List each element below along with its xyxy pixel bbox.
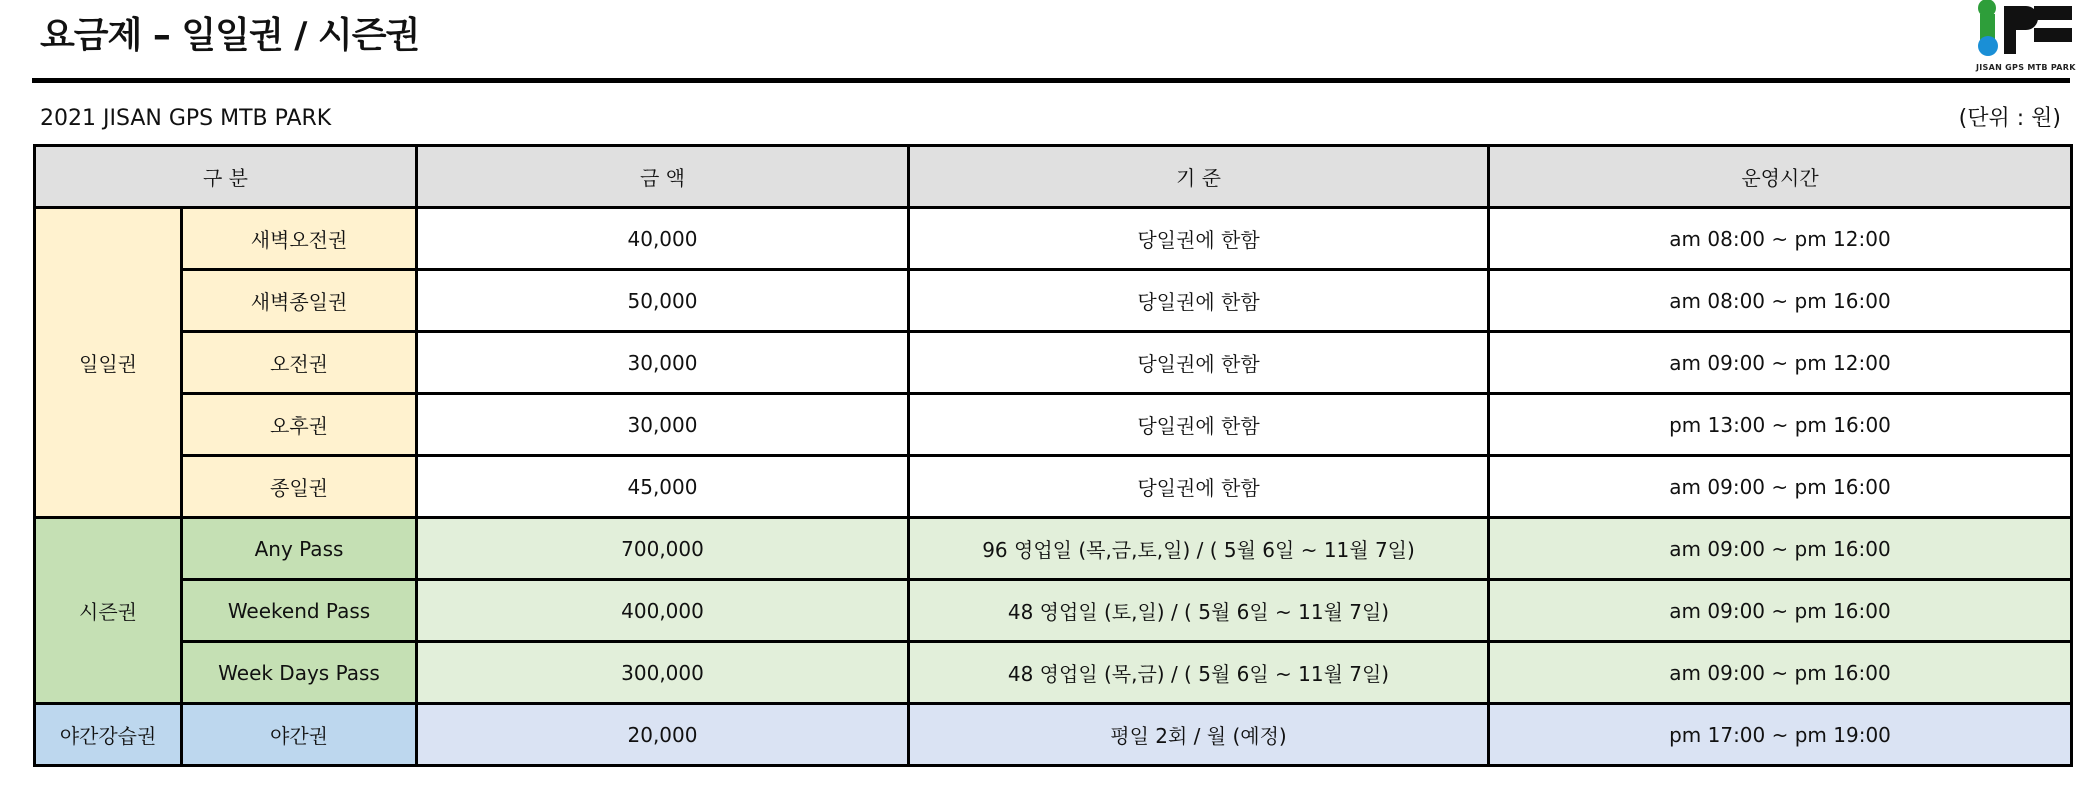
ticket-name: 오전권 xyxy=(182,332,417,394)
ticket-name: Weekend Pass xyxy=(182,580,417,642)
group-label-night: 야간강습권 xyxy=(35,704,182,766)
ticket-condition: 96 영업일 (목,금,토,일) / ( 5월 6일 ~ 11월 7일) xyxy=(909,518,1489,580)
ticket-price: 700,000 xyxy=(417,518,909,580)
ticket-condition: 48 영업일 (목,금) / ( 5월 6일 ~ 11월 7일) xyxy=(909,642,1489,704)
ticket-condition: 평일 2회 / 월 (예정) xyxy=(909,704,1489,766)
ticket-condition: 48 영업일 (토,일) / ( 5월 6일 ~ 11월 7일) xyxy=(909,580,1489,642)
ticket-condition: 당일권에 한함 xyxy=(909,456,1489,518)
ticket-name: 종일권 xyxy=(182,456,417,518)
ticket-hours: pm 17:00 ~ pm 19:00 xyxy=(1489,704,2072,766)
ticket-price: 40,000 xyxy=(417,208,909,270)
ticket-hours: am 09:00 ~ pm 16:00 xyxy=(1489,642,2072,704)
table-header-row xyxy=(35,146,2072,208)
ticket-hours: am 09:00 ~ pm 12:00 xyxy=(1489,332,2072,394)
ticket-hours: am 08:00 ~ pm 12:00 xyxy=(1489,208,2072,270)
ticket-condition: 당일권에 한함 xyxy=(909,332,1489,394)
ticket-hours: am 09:00 ~ pm 16:00 xyxy=(1489,518,2072,580)
group-label-season: 시즌권 xyxy=(35,518,182,704)
ticket-price: 50,000 xyxy=(417,270,909,332)
group-label-daily: 일일권 xyxy=(35,208,182,518)
logo-p-stem xyxy=(2004,6,2016,54)
logo-s-bottom xyxy=(2034,28,2072,42)
currency-unit: (단위 : 원) xyxy=(1958,106,2061,131)
fee-table xyxy=(33,144,2073,767)
table-row xyxy=(35,642,2072,704)
ticket-price: 30,000 xyxy=(417,394,909,456)
ticket-hours: pm 13:00 ~ pm 16:00 xyxy=(1489,394,2072,456)
ticket-name: 오후권 xyxy=(182,394,417,456)
ticket-price: 300,000 xyxy=(417,642,909,704)
ticket-name: Week Days Pass xyxy=(182,642,417,704)
ticket-name: 새벽종일권 xyxy=(182,270,417,332)
ticket-price: 20,000 xyxy=(417,704,909,766)
table-row xyxy=(35,394,2072,456)
ticket-name: 야간권 xyxy=(182,704,417,766)
ticket-hours: am 09:00 ~ pm 16:00 xyxy=(1489,456,2072,518)
ticket-condition: 당일권에 한함 xyxy=(909,270,1489,332)
ticket-condition: 당일권에 한함 xyxy=(909,208,1489,270)
logo-s-top xyxy=(2034,6,2072,20)
table-row xyxy=(35,704,2072,766)
col-header-price: 금 액 xyxy=(417,146,909,208)
ticket-hours: am 09:00 ~ pm 16:00 xyxy=(1489,580,2072,642)
ticket-price: 30,000 xyxy=(417,332,909,394)
ticket-name: Any Pass xyxy=(182,518,417,580)
col-header-category: 구 분 xyxy=(35,146,417,208)
logo-j-bowl xyxy=(1978,36,1998,56)
col-header-hours: 운영시간 xyxy=(1489,146,2072,208)
logo-caption: JISAN GPS MTB PARK xyxy=(1976,63,2076,72)
title-divider xyxy=(32,78,2070,83)
ticket-price: 45,000 xyxy=(417,456,909,518)
ticket-name: 새벽오전권 xyxy=(182,208,417,270)
col-header-condition: 기 준 xyxy=(909,146,1489,208)
table-row xyxy=(35,518,2072,580)
table-row xyxy=(35,456,2072,518)
table-row xyxy=(35,332,2072,394)
table-row xyxy=(35,580,2072,642)
ticket-hours: am 08:00 ~ pm 16:00 xyxy=(1489,270,2072,332)
ticket-condition: 당일권에 한함 xyxy=(909,394,1489,456)
ticket-price: 400,000 xyxy=(417,580,909,642)
table-row xyxy=(35,208,2072,270)
park-subtitle: 2021 JISAN GPS MTB PARK xyxy=(40,106,332,131)
page-title: 요금제 – 일일권 / 시즌권 xyxy=(40,15,420,56)
table-row xyxy=(35,270,2072,332)
